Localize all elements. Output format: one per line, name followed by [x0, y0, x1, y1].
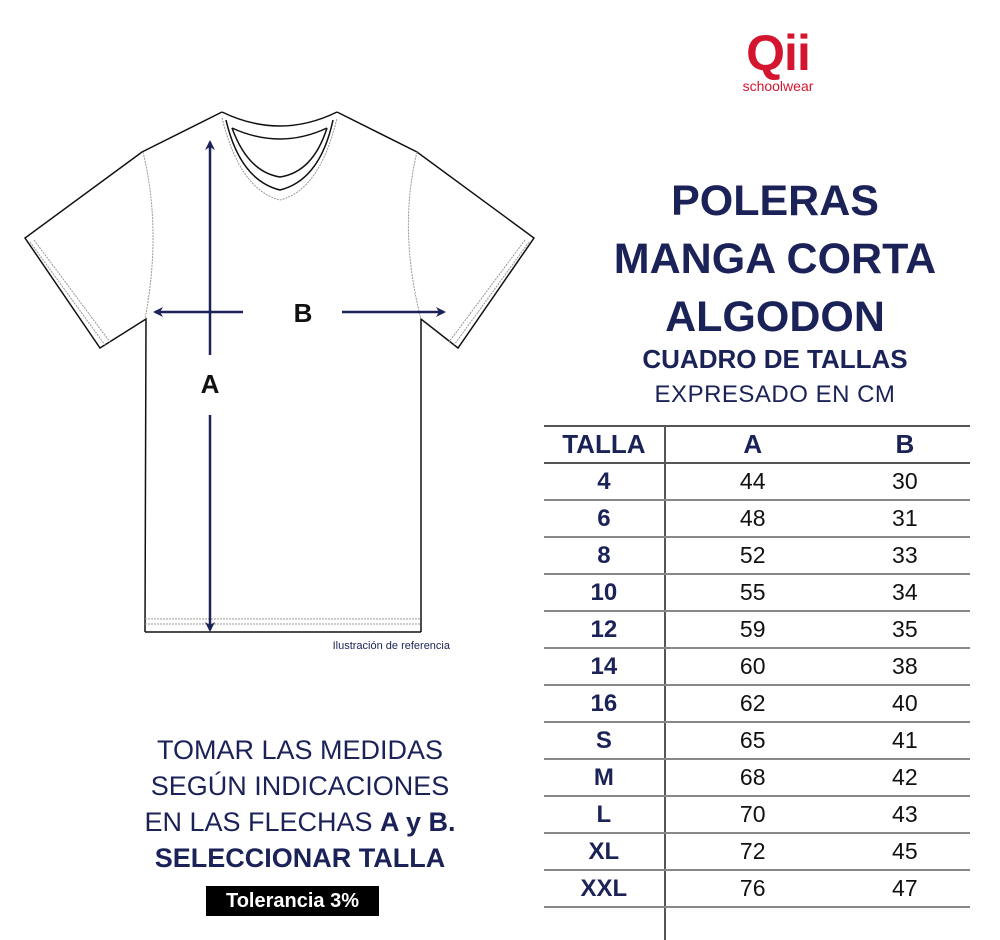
table-row	[544, 796, 970, 833]
talla-cell: 8	[544, 537, 665, 574]
a-cell: 68	[665, 759, 840, 796]
table-spacer-row	[544, 907, 970, 940]
table-row	[544, 463, 970, 500]
title-line-3: ALGODON	[665, 293, 885, 341]
table-row	[544, 685, 970, 722]
talla-cell: 4	[544, 463, 665, 500]
table-row	[544, 870, 970, 907]
a-cell: 48	[665, 500, 840, 537]
instruction-line-4: SELECCIONAR TALLA	[154, 843, 446, 873]
header-a: A	[665, 426, 840, 463]
b-cell: 42	[840, 759, 970, 796]
b-cell: 31	[840, 500, 970, 537]
table-row	[544, 833, 970, 870]
logo-subtitle: schoolwear	[742, 78, 814, 94]
talla-cell: 14	[544, 648, 665, 685]
table-row	[544, 537, 970, 574]
a-cell: 72	[665, 833, 840, 870]
brand-logo	[728, 25, 828, 94]
b-cell: 33	[840, 537, 970, 574]
a-cell: 65	[665, 722, 840, 759]
shirt-outline-icon	[25, 112, 534, 632]
talla-cell: 6	[544, 500, 665, 537]
instruction-line-1: TOMAR LAS MEDIDAS	[156, 735, 444, 765]
title-line-1: POLERAS	[671, 177, 879, 225]
a-cell: 59	[665, 611, 840, 648]
a-cell: 44	[665, 463, 840, 500]
instruction-line-2: SEGÚN INDICACIONES	[150, 771, 450, 801]
talla-cell: M	[544, 759, 665, 796]
talla-cell: 10	[544, 574, 665, 611]
talla-cell: 12	[544, 611, 665, 648]
spacer-cell	[665, 907, 840, 940]
b-cell: 34	[840, 574, 970, 611]
b-cell: 47	[840, 870, 970, 907]
b-cell: 40	[840, 685, 970, 722]
size-chart-heading: CUADRO DE TALLAS	[642, 344, 908, 374]
b-cell: 45	[840, 833, 970, 870]
table-row	[544, 500, 970, 537]
a-cell: 70	[665, 796, 840, 833]
measuring-instructions	[120, 732, 480, 876]
label-b: B	[293, 298, 313, 328]
talla-cell: 16	[544, 685, 665, 722]
reference-note: Ilustración de referencia	[332, 640, 450, 652]
table-row	[544, 759, 970, 796]
a-cell: 60	[665, 648, 840, 685]
title-line-2: MANGA CORTA	[613, 235, 937, 283]
instruction-line-3-bold: A y B.	[380, 807, 456, 837]
talla-cell: XL	[544, 833, 665, 870]
instruction-line-3	[120, 804, 480, 840]
table-row	[544, 611, 970, 648]
a-cell: 62	[665, 685, 840, 722]
instruction-line-3-regular: EN LAS FLECHAS	[144, 807, 381, 837]
size-table	[544, 425, 970, 940]
a-cell: 55	[665, 574, 840, 611]
units-note: EXPRESADO EN CM	[654, 381, 896, 408]
tshirt-illustration	[20, 110, 580, 640]
logo-mark: Qii	[746, 25, 810, 81]
a-cell: 52	[665, 537, 840, 574]
spacer-cell	[544, 907, 665, 940]
table-row	[544, 722, 970, 759]
header-b: B	[840, 426, 970, 463]
label-a: A	[200, 369, 220, 399]
b-cell: 35	[840, 611, 970, 648]
talla-cell: S	[544, 722, 665, 759]
table-row	[544, 574, 970, 611]
b-cell: 41	[840, 722, 970, 759]
b-cell: 30	[840, 463, 970, 500]
a-cell: 76	[665, 870, 840, 907]
table-header-row	[544, 426, 970, 463]
spacer-cell	[840, 907, 970, 940]
header-talla: TALLA	[544, 426, 665, 463]
b-cell: 43	[840, 796, 970, 833]
tolerance-badge: Tolerancia 3%	[206, 886, 379, 916]
talla-cell: L	[544, 796, 665, 833]
product-title	[560, 172, 990, 346]
b-cell: 38	[840, 648, 970, 685]
talla-cell: XXL	[544, 870, 665, 907]
table-row	[544, 648, 970, 685]
